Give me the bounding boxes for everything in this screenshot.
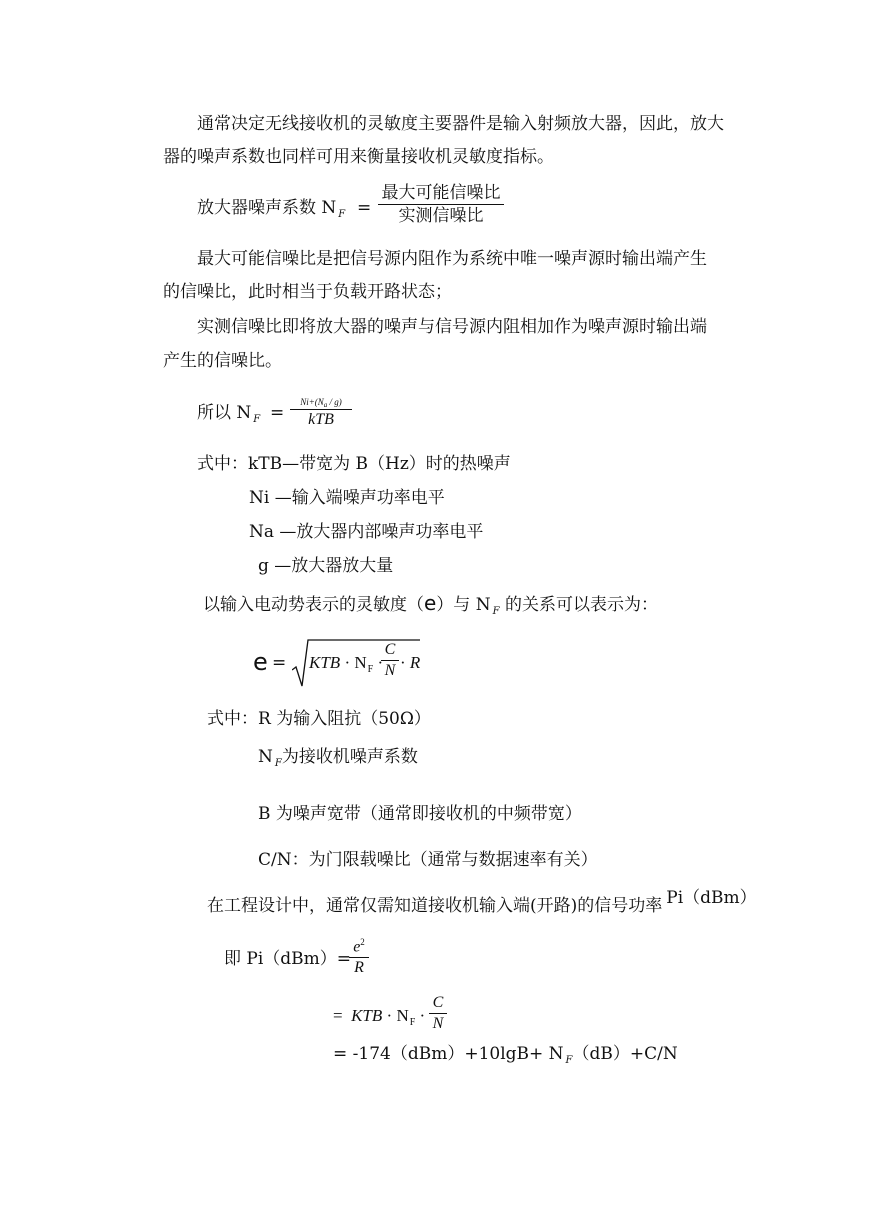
eq3-body: KTB · $N_F$ · — [309, 653, 384, 675]
eq2-numerator: $Ni+(N_a / g)$ — [300, 397, 342, 409]
eq6-body: = -174（dBm）+10lgB+ N $_F$（dB）+C/N — [333, 1044, 678, 1066]
eq1-equals: = — [357, 198, 372, 218]
para1-line2: 器的噪声系数也同样可用来衡量接收机灵敏度指标。 — [163, 147, 554, 167]
para3-line2: 产生的信噪比。 — [163, 351, 282, 371]
eq3-lhs: e — [253, 648, 268, 676]
defs1-intro: 式中：kTB—带宽为 B（Hz）时的热噪声 — [197, 454, 511, 474]
eq3-tail: · R — [400, 653, 421, 672]
eq5-body: = KTB · $N_F$ · — [333, 1006, 426, 1028]
eq1-numerator: 最大可能信噪比 — [381, 183, 501, 203]
para2-line2: 的信噪比，此时相当于负载开路状态； — [163, 282, 452, 302]
para4: 以输入电动势表示的灵敏度（e）与 N $_F$ 的关系可以表示为： — [203, 591, 658, 617]
eq3-fraction: C N — [381, 640, 399, 681]
defs1-item2: Na —放大器内部噪声功率电平 — [249, 522, 484, 542]
eq1-denominator: 实测信噪比 — [398, 206, 484, 226]
para5: 在工程设计中，通常仅需知道接收机输入端(开路)的信号功率 Pi（dBm） — [207, 888, 757, 916]
eq4-fraction: $e^2$ R — [349, 932, 369, 978]
defs2-item2: B 为噪声宽带（通常即接收机的中频带宽） — [258, 804, 582, 824]
eq4-lhs: 即 Pi（dBm）= — [224, 949, 352, 969]
defs2-item1: N $_F$为接收机噪声系数 — [258, 747, 418, 769]
eq2-equals: = — [270, 403, 285, 423]
para1-line1: 通常决定无线接收机的灵敏度主要器件是输入射频放大器，因此，放大 — [197, 114, 724, 134]
defs1-item1: Ni —输入端噪声功率电平 — [249, 488, 445, 508]
defs2-intro: 式中：R 为输入阻抗（50Ω） — [207, 709, 431, 729]
eq5-fraction: C N — [429, 993, 447, 1034]
eq2-fraction — [290, 396, 352, 430]
eq2-denominator: kTB — [308, 411, 334, 428]
defs2-item3: C/N：为门限载噪比（通常与数据速率有关） — [258, 850, 598, 870]
eq1-lhs: 放大器噪声系数 N $_F$ — [197, 198, 346, 220]
eq3-equals: = — [272, 653, 287, 673]
eq1-fraction — [378, 182, 504, 227]
para2-line1: 最大可能信噪比是把信号源内阻作为系统中唯一噪声源时输出端产生 — [197, 249, 707, 269]
eq2-lhs: 所以 N $_F$ — [197, 403, 261, 425]
para3-line1: 实测信噪比即将放大器的噪声与信号源内阻相加作为噪声源时输出端 — [197, 317, 707, 337]
defs1-item3: g —放大器放大量 — [258, 556, 394, 576]
